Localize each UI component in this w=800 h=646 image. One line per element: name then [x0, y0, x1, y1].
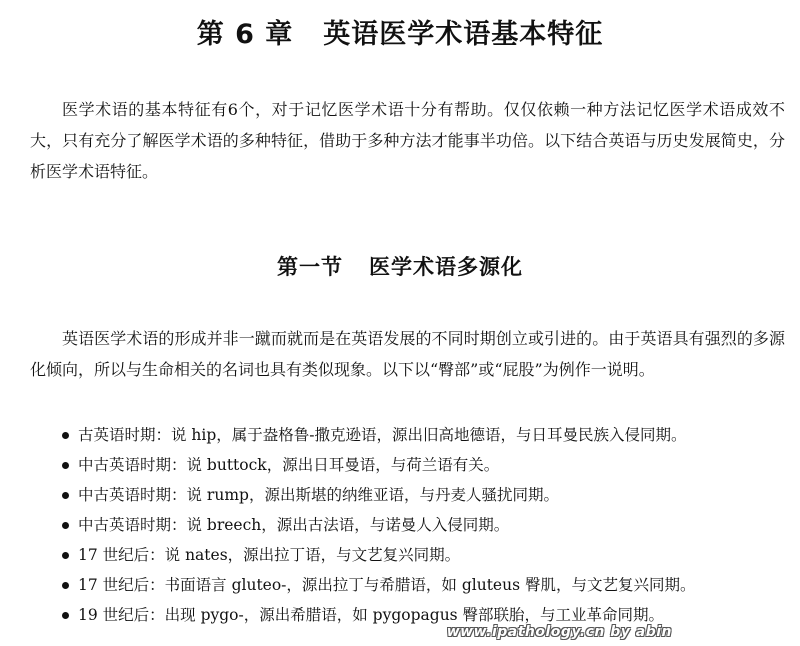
- bullet-icon: [62, 432, 69, 439]
- chapter-title: [0, 12, 800, 51]
- list-item: 19 世纪后：出现 pygo-，源出希腊语，如 pygopagus 臀部联胎，与工业革命同期。: [62, 600, 782, 630]
- intro-paragraph: 医学术语的基本特征有6个，对于记忆医学术语十分有帮助。仅仅依赖一种方法记忆医学术语成效不大，只有充分了解医学术语的多种特征，借助于多种方法才能事半功倍。以下结合英语与历史发展简史，分析医学术语特征。: [30, 100, 785, 181]
- section-number: 第一节: [277, 255, 343, 279]
- chapter-number: 第 6 章: [196, 19, 294, 50]
- bullet-icon: [62, 462, 69, 469]
- section-title: [0, 251, 800, 281]
- watermark: www.ipathology.cn by abin: [446, 624, 672, 640]
- list-item: 中古英语时期：说 buttock，源出日耳曼语，与荷兰语有关。: [62, 450, 782, 480]
- bullet-icon: [62, 612, 69, 619]
- section-name: 医学术语多源化: [369, 255, 523, 279]
- bullet-icon: [62, 522, 69, 529]
- chapter-name: 英语医学术语基本特征: [323, 19, 604, 50]
- list-item: 17 世纪后：书面语言 gluteo-，源出拉丁与希腊语，如 gluteus 臀肌，与文艺复兴同期。: [62, 570, 782, 600]
- list-item: 中古英语时期：说 breech，源出古法语，与诺曼人入侵同期。: [62, 510, 782, 540]
- list-item: 古英语时期：说 hip，属于盎格鲁-撒克逊语，源出旧高地德语，与日耳曼民族入侵同期。: [62, 420, 782, 450]
- bullet-icon: [62, 492, 69, 499]
- list-item: 中古英语时期：说 rump，源出斯堪的纳维亚语，与丹麦人骚扰同期。: [62, 480, 782, 510]
- body-paragraph: 英语医学术语的形成并非一蹴而就而是在英语发展的不同时期创立或引进的。由于英语具有强烈的多源化倾向，所以与生命相关的名词也具有类似现象。以下以“臀部”或“屁股”为例作一说明。: [30, 329, 785, 379]
- bullet-icon: [62, 582, 69, 589]
- list-item: 17 世纪后：说 nates，源出拉丁语，与文艺复兴同期。: [62, 540, 782, 570]
- etymology-list: [62, 420, 782, 630]
- bullet-icon: [62, 552, 69, 559]
